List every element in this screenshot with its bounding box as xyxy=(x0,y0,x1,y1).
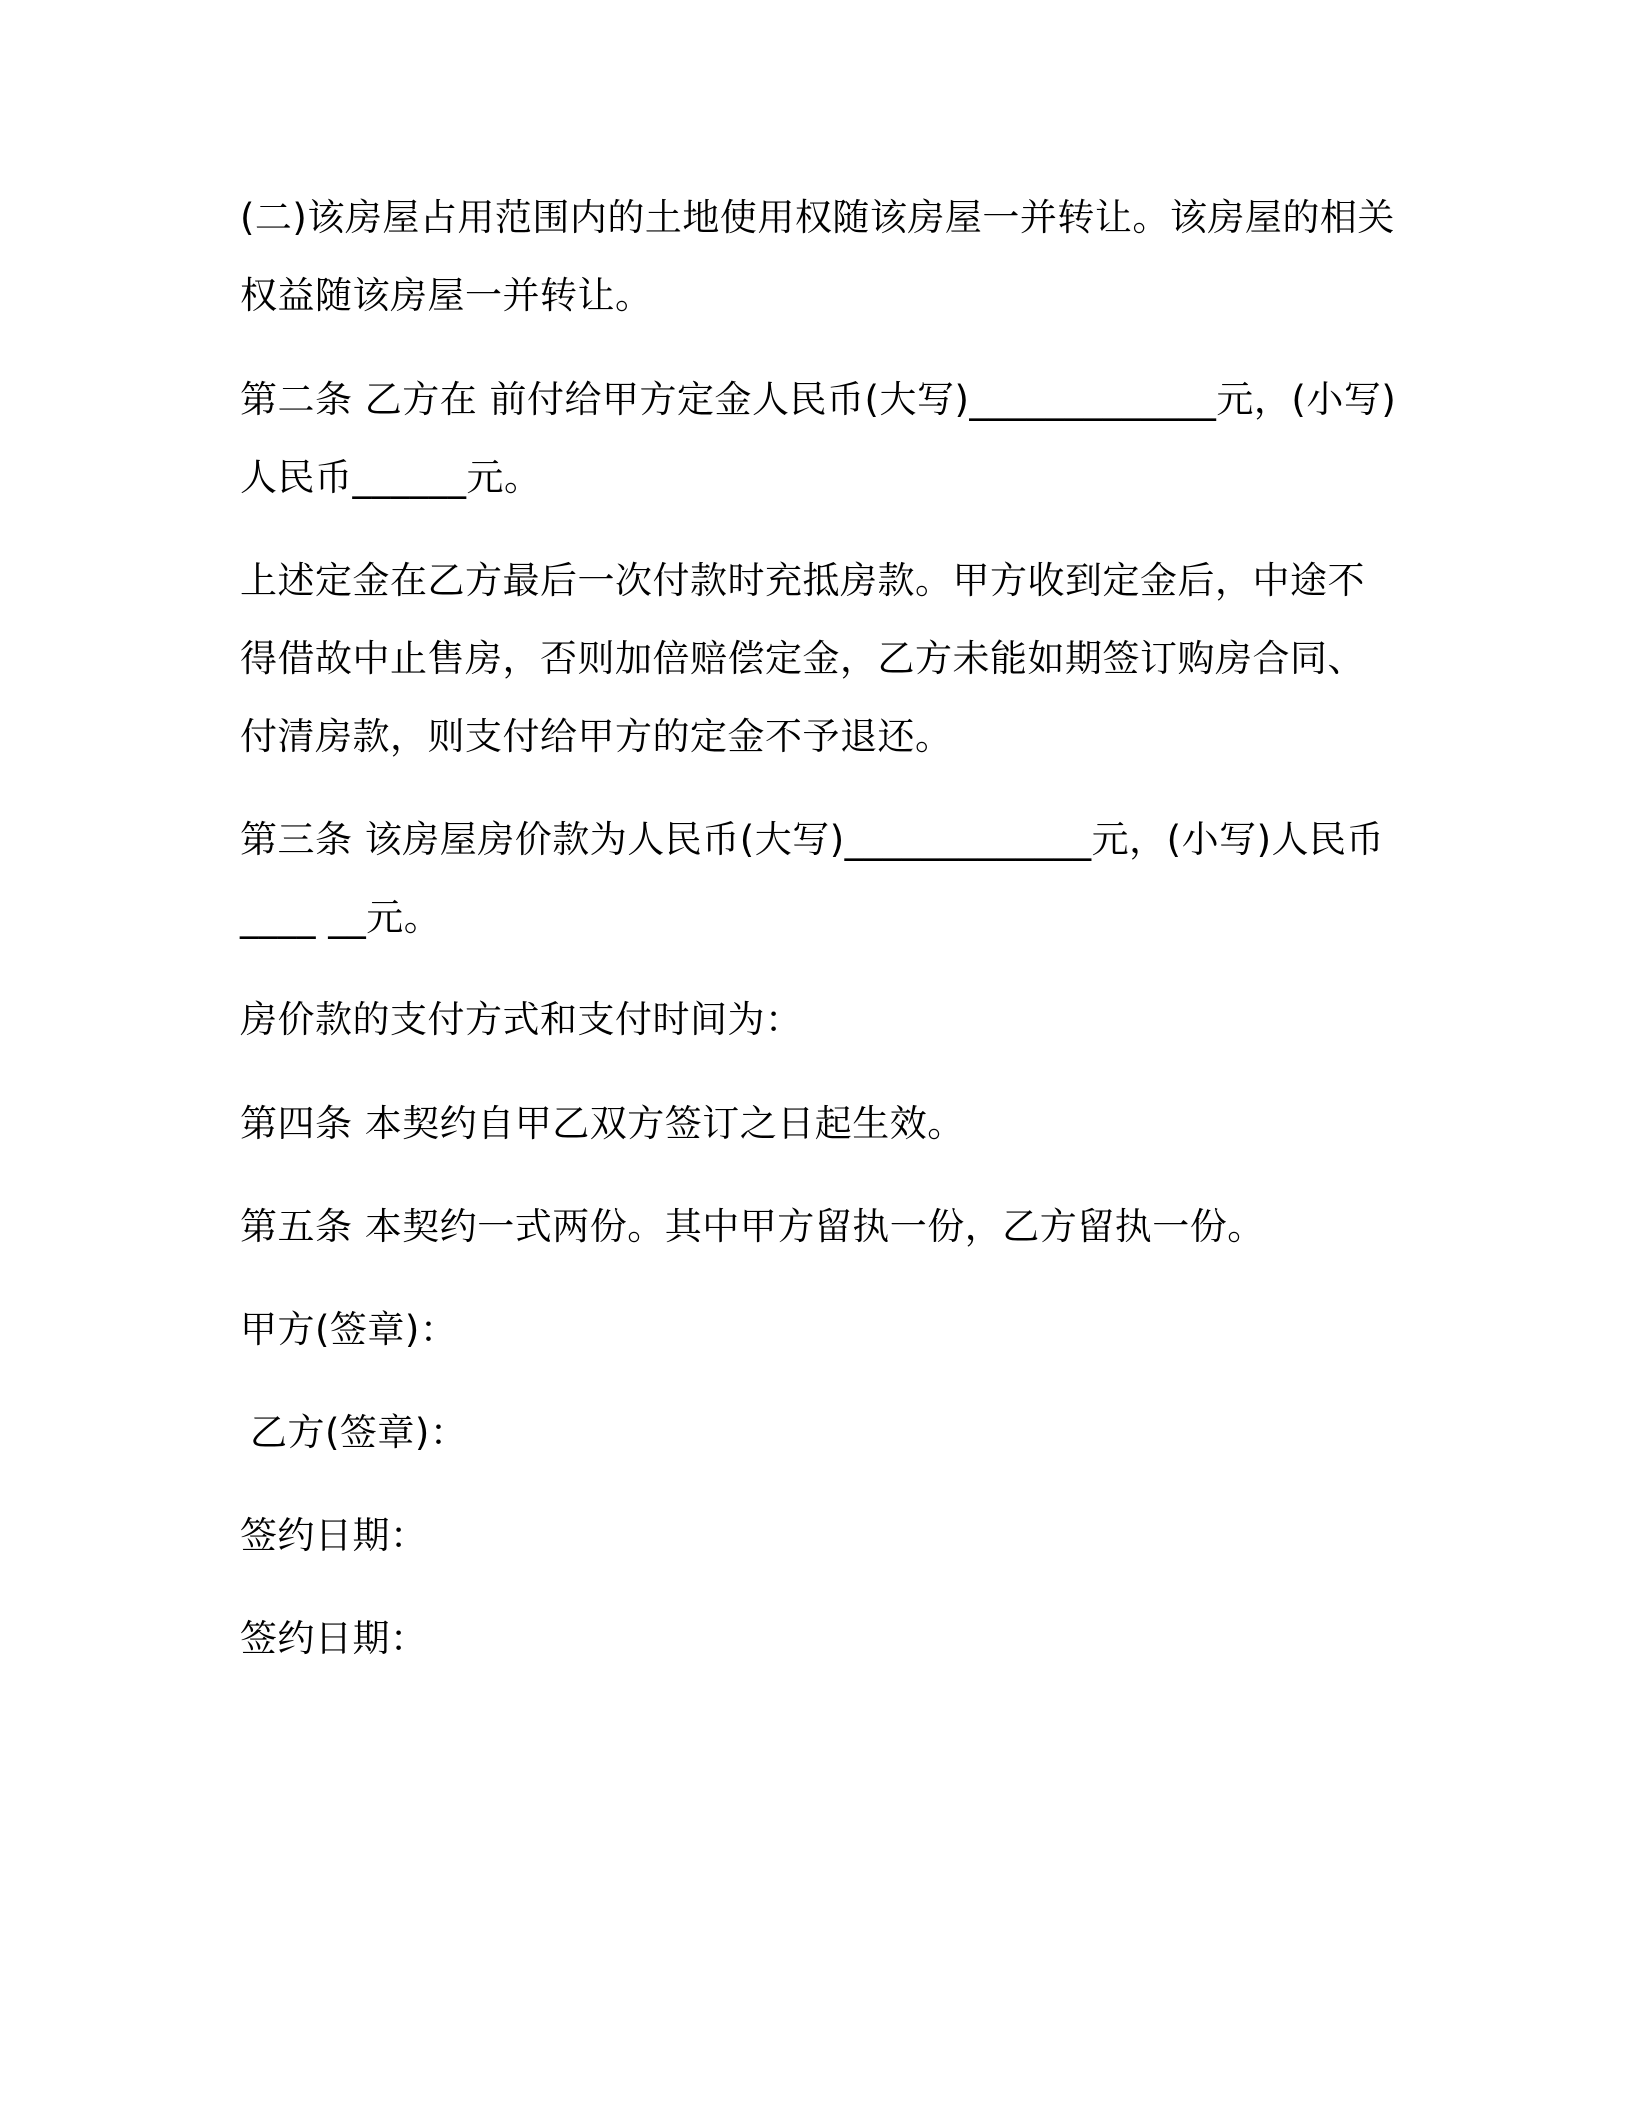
clause-2-land-rights-line-2: 权益随该房屋一并转让。 xyxy=(240,274,653,317)
deposit-terms-line-1: 上述定金在乙方最后一次付款时充抵房款。甲方收到定金后，中途不 xyxy=(240,559,1365,602)
article-2-deposit-line-1: 第二条 乙方在 前付给甲方定金人民币(大写)_____________元，(小写) xyxy=(240,378,1397,421)
article-4-effective-line: 第四条 本契约自甲乙双方签订之日起生效。 xyxy=(240,1102,965,1145)
deposit-terms-line-2: 得借故中止售房，否则加倍赔偿定金，乙方未能如期签订购房合同、 xyxy=(240,637,1365,680)
party-b-signature-label: 乙方(签章)： xyxy=(250,1411,468,1454)
article-3-price-line-2: ____ __元。 xyxy=(240,896,442,939)
deposit-terms-line-3: 付清房款，则支付给甲方的定金不予退还。 xyxy=(240,715,953,758)
clause-2-land-rights-line-1: (二)该房屋占用范围内的土地使用权随该房屋一并转让。该房屋的相关 xyxy=(240,196,1395,239)
signing-date-label-1: 签约日期： xyxy=(240,1514,428,1557)
party-a-signature-label: 甲方(签章)： xyxy=(240,1308,458,1351)
article-5-copies-line: 第五条 本契约一式两份。其中甲方留执一份，乙方留执一份。 xyxy=(240,1205,1265,1248)
signing-date-label-2: 签约日期： xyxy=(240,1617,428,1660)
article-3-price-line-1: 第三条 该房屋房价款为人民币(大写)_____________元，(小写)人民币 xyxy=(240,818,1384,861)
article-2-deposit-line-2: 人民币______元。 xyxy=(240,456,542,499)
payment-method-line: 房价款的支付方式和支付时间为： xyxy=(240,998,803,1041)
